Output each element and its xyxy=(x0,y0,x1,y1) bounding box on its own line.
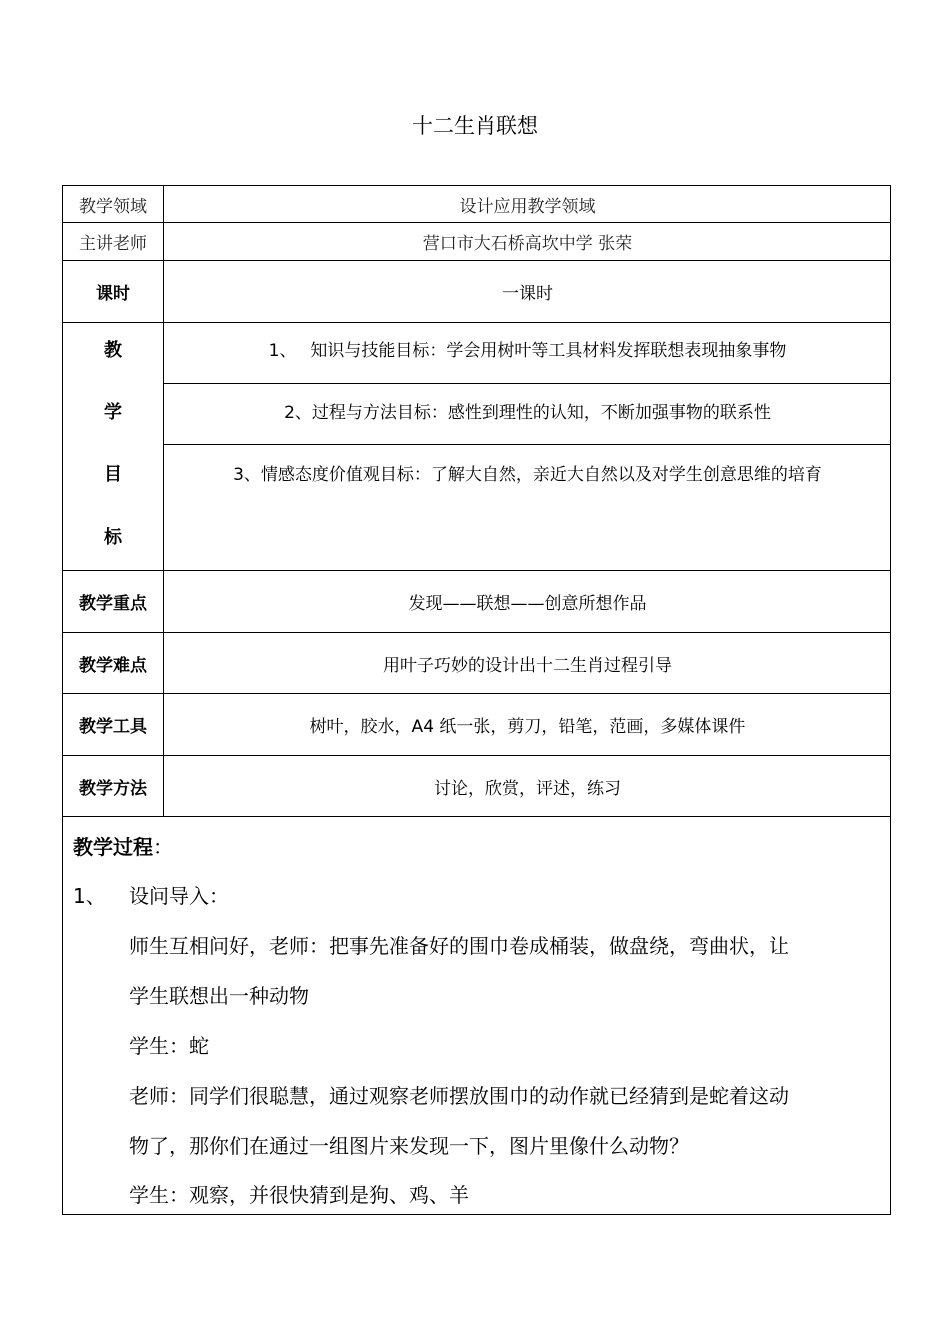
row-divider xyxy=(63,816,890,817)
process-heading-text: 教学过程 xyxy=(73,835,153,859)
row-divider xyxy=(163,383,890,384)
objectives-label-char: 教 xyxy=(104,340,122,361)
difficulty-value: 用叶子巧妙的设计出十二生肖过程引导 xyxy=(383,656,672,676)
process-line: 物了，那你们在通过一组图片来发现一下，图片里像什么动物？ xyxy=(129,1134,689,1158)
objectives-label-char: 标 xyxy=(104,527,122,548)
period-label: 课时 xyxy=(96,284,130,304)
field-value: 设计应用教学领域 xyxy=(459,196,596,217)
difficulty-label: 教学难点 xyxy=(79,656,147,676)
objectives-label-char: 学 xyxy=(104,402,122,423)
process-heading xyxy=(73,831,173,860)
process-line: 学生：蛇 xyxy=(129,1034,209,1058)
process-line: 师生互相问好，老师：把事先准备好的围巾卷成桶装，做盘绕，弯曲状，让 xyxy=(129,934,789,958)
row-divider xyxy=(63,322,890,323)
step-number: 1、 xyxy=(73,884,106,908)
focus-label: 教学重点 xyxy=(79,594,147,614)
process-line: 学生联想出一种动物 xyxy=(129,984,309,1008)
method-label: 教学方法 xyxy=(79,778,147,799)
objective-item: 3、情感态度价值观目标：了解大自然，亲近大自然以及对学生创意思维的培育 xyxy=(233,465,822,485)
process-line: 学生：观察，并很快猜到是狗、鸡、羊 xyxy=(129,1183,469,1207)
process-line: 老师：同学们很聪慧，通过观察老师摆放围巾的动作就已经猜到是蛇着这动 xyxy=(129,1084,789,1108)
period-value: 一课时 xyxy=(502,284,553,304)
objective-item: 1、 知识与技能目标：学会用树叶等工具材料发挥联想表现抽象事物 xyxy=(268,341,787,361)
tools-value: 树叶，胶水，A4 纸一张，剪刀，铅笔，范画，多媒体课件 xyxy=(309,717,746,737)
step-title: 设问导入： xyxy=(129,884,229,908)
lesson-plan-table xyxy=(62,185,891,1215)
focus-value: 发现——联想——创意所想作品 xyxy=(408,594,647,614)
teacher-label: 主讲老师 xyxy=(79,233,147,254)
tools-label: 教学工具 xyxy=(79,717,147,737)
process-heading-colon: ： xyxy=(153,835,173,859)
teacher-value: 营口市大石桥高坎中学 张荣 xyxy=(422,233,633,254)
page-title: 十二生肖联想 xyxy=(412,114,538,138)
field-label: 教学领域 xyxy=(79,196,147,217)
method-value: 讨论，欣赏，评述，练习 xyxy=(434,778,621,799)
row-divider xyxy=(163,444,890,445)
objective-item: 2、过程与方法目标：感性到理性的认知，不断加强事物的联系性 xyxy=(284,403,771,423)
objectives-label-char: 目 xyxy=(104,464,122,485)
